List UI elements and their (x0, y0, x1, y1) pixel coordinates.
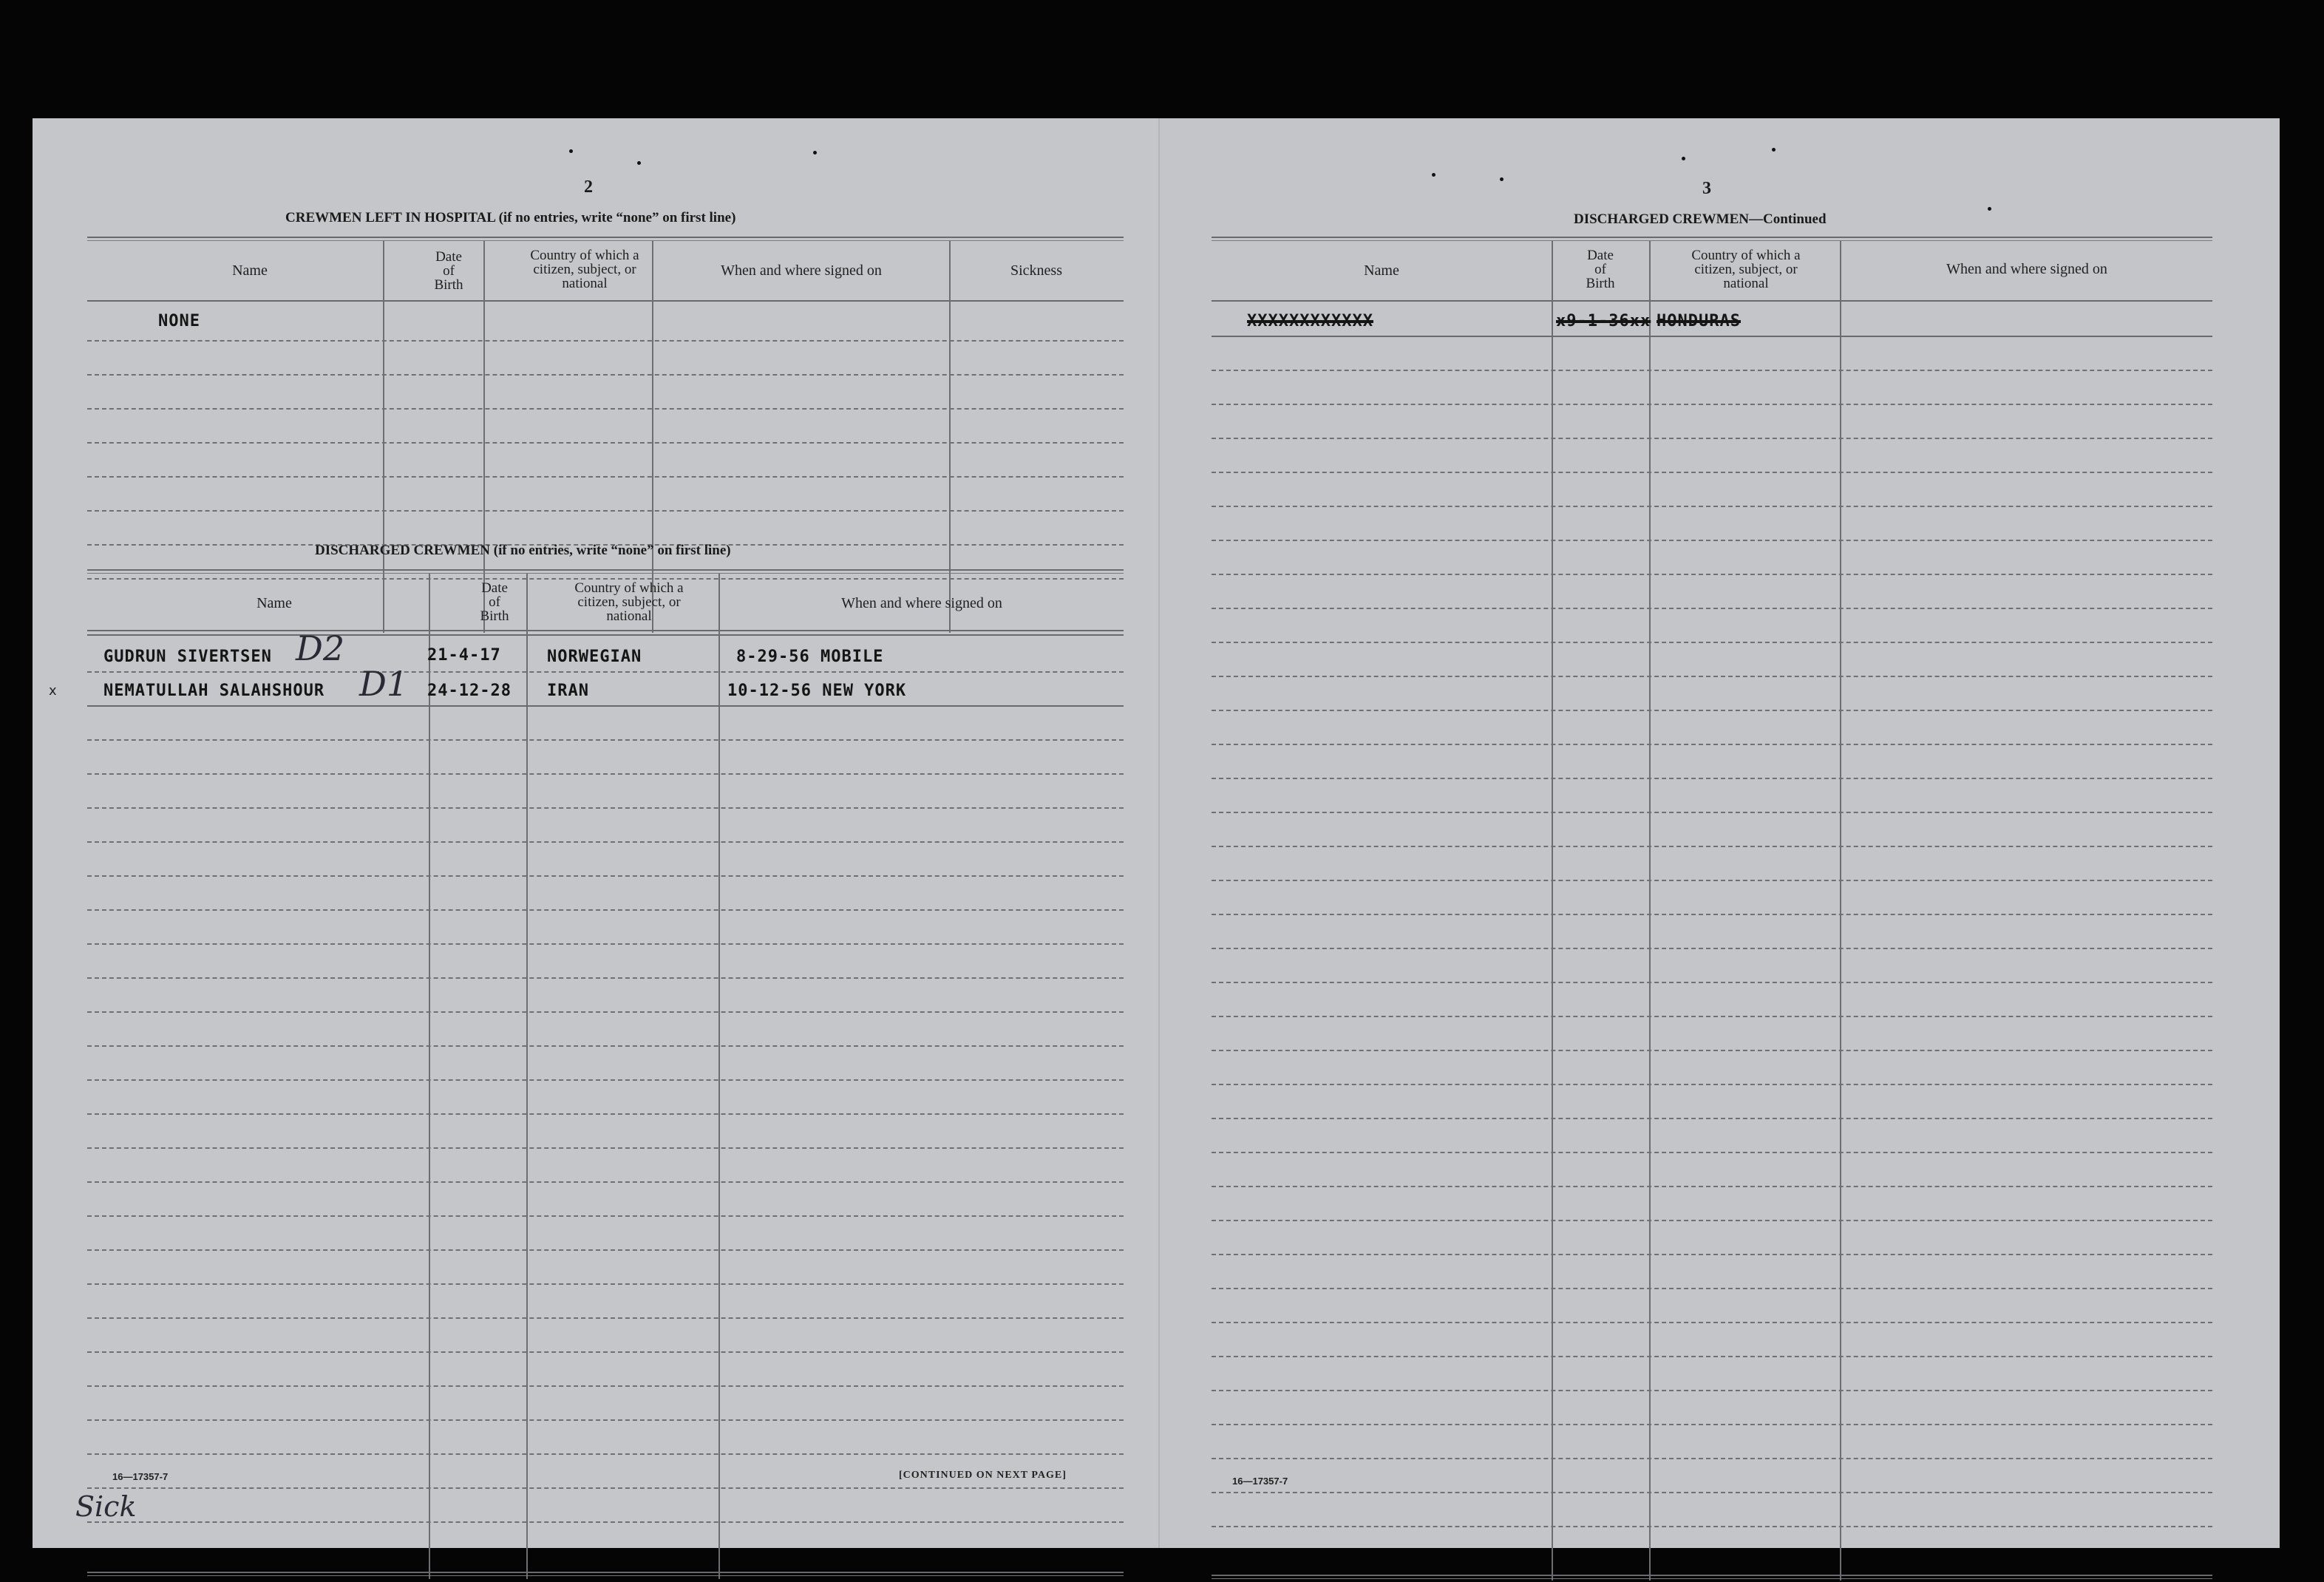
row-rule (1212, 1186, 2212, 1187)
row-rule (1212, 1526, 2212, 1527)
col-divider (652, 241, 653, 633)
discharged-row-dob: 21-4-17 (427, 646, 501, 665)
row-rule (1212, 948, 2212, 949)
row-rule (87, 1453, 1124, 1455)
country-line-2: citizen, subject, or (1694, 262, 1798, 277)
country-line-3: national (606, 608, 652, 624)
country-line-1: Country of which a (1691, 248, 1801, 263)
col-header-name: Name (232, 262, 268, 279)
row-rule (87, 739, 1124, 741)
row-rule (87, 578, 1124, 580)
paper-speck (1682, 157, 1685, 160)
discharged-row-when-where: 8-29-56 MOBILE (736, 648, 884, 666)
row-rule (87, 773, 1124, 775)
country-line-1: Country of which a (574, 580, 684, 596)
table-top-rule (87, 237, 1124, 238)
row-rule (87, 408, 1124, 410)
row-rule (87, 442, 1124, 444)
discharged-row-name: NEMATULLAH SALAHSHOUR (103, 682, 325, 700)
row-rule (1212, 1084, 2212, 1085)
col-header-name: Name (1364, 262, 1399, 279)
row-rule (1212, 574, 2212, 575)
table-top-rule-inner (87, 240, 1124, 241)
row-rule (1212, 744, 2212, 745)
row-rule (1212, 608, 2212, 609)
dob-line-3: Birth (434, 277, 463, 293)
form-number: 16—17357-7 (112, 1471, 169, 1482)
continued-row-name: XXXXXXXXXXXX (1247, 312, 1373, 330)
header-rule (1212, 300, 2212, 302)
col-header-name: Name (256, 595, 292, 611)
row-rule (87, 1487, 1124, 1489)
left-page (33, 118, 1160, 1548)
row-rule (1212, 1492, 2212, 1493)
handwritten-annotation: D2 (296, 628, 345, 668)
row-rule (1212, 404, 2212, 405)
document-sheet (33, 118, 2280, 1548)
row-rule (1212, 472, 2212, 473)
row-rule (87, 1181, 1124, 1183)
col-divider (1649, 241, 1651, 1581)
table-top-rule-inner (87, 573, 1124, 574)
col-divider (526, 574, 528, 1579)
row-rule (1212, 540, 2212, 541)
col-divider (383, 241, 384, 633)
country-line-3: national (1723, 276, 1769, 291)
row-rule (87, 875, 1124, 877)
dob-line-1: Date (435, 249, 462, 265)
discharged-row-when-where: 10-12-56 NEW YORK (727, 682, 907, 700)
row-rule (1212, 812, 2212, 813)
continued-note: [CONTINUED ON NEXT PAGE] (899, 1470, 1067, 1481)
row-rule (87, 705, 1124, 707)
row-rule (1212, 710, 2212, 711)
row-rule (1212, 676, 2212, 677)
row-rule (1212, 1288, 2212, 1289)
row-rule (87, 1249, 1124, 1251)
table-bottom-rule (1212, 1575, 2212, 1576)
continued-row-dob: x9-1-36xx (1556, 312, 1651, 330)
row-rule (87, 1045, 1124, 1047)
table-top-rule (1212, 237, 2212, 238)
paper-speck (569, 149, 573, 153)
paper-speck (637, 161, 641, 165)
col-divider (718, 574, 720, 1579)
col-divider (1552, 241, 1553, 1581)
col-header-when-where: When and where signed on (1946, 261, 2107, 277)
discharged-row-country: NORWEGIAN (547, 648, 642, 666)
row-rule (1212, 1050, 2212, 1051)
row-rule (87, 1147, 1124, 1149)
row-rule (1212, 778, 2212, 779)
dob-line-2: of (443, 263, 455, 279)
table-top-rule (87, 569, 1124, 571)
paper-speck (1500, 177, 1504, 181)
row-rule (87, 476, 1124, 478)
row-rule (1212, 1152, 2212, 1153)
dob-line-3: Birth (1586, 276, 1615, 291)
row-rule (87, 510, 1124, 512)
row-rule (87, 1317, 1124, 1319)
dob-line-3: Birth (480, 608, 509, 624)
row-rule (87, 1351, 1124, 1353)
page-number: 2 (584, 177, 593, 197)
paper-speck (813, 151, 817, 155)
row-rule (87, 977, 1124, 979)
col-header-sickness: Sickness (1010, 262, 1062, 279)
row-rule (1212, 982, 2212, 983)
dob-line-2: of (489, 594, 500, 610)
row-rule (1212, 1118, 2212, 1119)
discharged-row-name: GUDRUN SIVERTSEN (103, 648, 272, 666)
page-number: 3 (1702, 179, 1711, 198)
table-bottom-rule (87, 630, 1124, 631)
discharged-continued-title: DISCHARGED CREWMEN—Continued (1574, 211, 1827, 227)
row-rule (87, 1011, 1124, 1013)
discharged-row-country: IRAN (547, 682, 589, 700)
header-rule (87, 634, 1124, 636)
dob-line-1: Date (1587, 248, 1614, 263)
row-rule (87, 1385, 1124, 1387)
row-rule (1212, 506, 2212, 507)
row-rule (1212, 1254, 2212, 1255)
dob-line-2: of (1594, 262, 1606, 277)
row-rule (87, 1113, 1124, 1115)
row-rule (87, 1419, 1124, 1421)
table-top-rule-inner (1212, 240, 2212, 241)
row-rule (87, 1283, 1124, 1285)
row-rule (87, 1215, 1124, 1217)
row-rule (87, 841, 1124, 843)
country-line-2: citizen, subject, or (533, 262, 636, 277)
row-rule (1212, 1390, 2212, 1391)
hospital-row-name: NONE (158, 312, 200, 330)
row-rule (1212, 642, 2212, 643)
paper-speck (1988, 207, 1991, 211)
handwritten-annotation: D1 (359, 664, 409, 704)
row-rule (1212, 336, 2212, 337)
col-divider (949, 241, 951, 633)
col-header-when-where: When and where signed on (721, 262, 882, 279)
country-line-3: national (562, 276, 608, 291)
col-divider (1840, 241, 1841, 1581)
row-rule (87, 807, 1124, 809)
row-rule (1212, 1016, 2212, 1017)
row-rule (1212, 1356, 2212, 1357)
col-header-country (1651, 248, 1841, 291)
row-rule (1212, 1458, 2212, 1459)
row-rule (87, 671, 1124, 673)
row-rule (1212, 1220, 2212, 1221)
form-number: 16—17357-7 (1232, 1476, 1288, 1487)
col-header-dob (1552, 248, 1649, 291)
dob-line-1: Date (481, 580, 508, 596)
row-rule (1212, 846, 2212, 847)
right-page (1160, 118, 2280, 1548)
col-header-when-where: When and where signed on (841, 595, 1002, 611)
discharged-section-title: DISCHARGED CREWMEN (if no entries, write “none” on first line) (315, 543, 731, 558)
row-rule (87, 374, 1124, 376)
paper-speck (1432, 173, 1435, 177)
table-bottom-rule (87, 1572, 1124, 1573)
col-divider (429, 574, 430, 1579)
hospital-section-title: CREWMEN LEFT IN HOSPITAL (if no entries, write “none” on first line) (285, 210, 736, 225)
country-line-1: Country of which a (530, 248, 639, 263)
row-rule (1212, 438, 2212, 439)
row-rule (1212, 880, 2212, 881)
margin-mark: x (49, 683, 57, 699)
table-bottom-rule-inner (87, 1575, 1124, 1576)
col-header-country (529, 581, 729, 623)
row-rule (87, 1079, 1124, 1081)
row-rule (87, 909, 1124, 911)
handwritten-note: Sick (75, 1490, 137, 1523)
country-line-2: citizen, subject, or (577, 594, 681, 610)
row-rule (87, 943, 1124, 945)
row-rule (1212, 914, 2212, 915)
row-rule (1212, 1424, 2212, 1425)
row-rule (1212, 1322, 2212, 1323)
col-divider (483, 241, 485, 633)
continued-row-country: HONDURAS (1657, 312, 1741, 330)
row-rule (1212, 370, 2212, 371)
table-bottom-rule-inner (1212, 1578, 2212, 1579)
header-rule (87, 300, 1124, 302)
row-rule (87, 1521, 1124, 1523)
discharged-row-dob: 24-12-28 (427, 682, 512, 700)
paper-speck (1772, 148, 1776, 152)
row-rule (87, 340, 1124, 342)
